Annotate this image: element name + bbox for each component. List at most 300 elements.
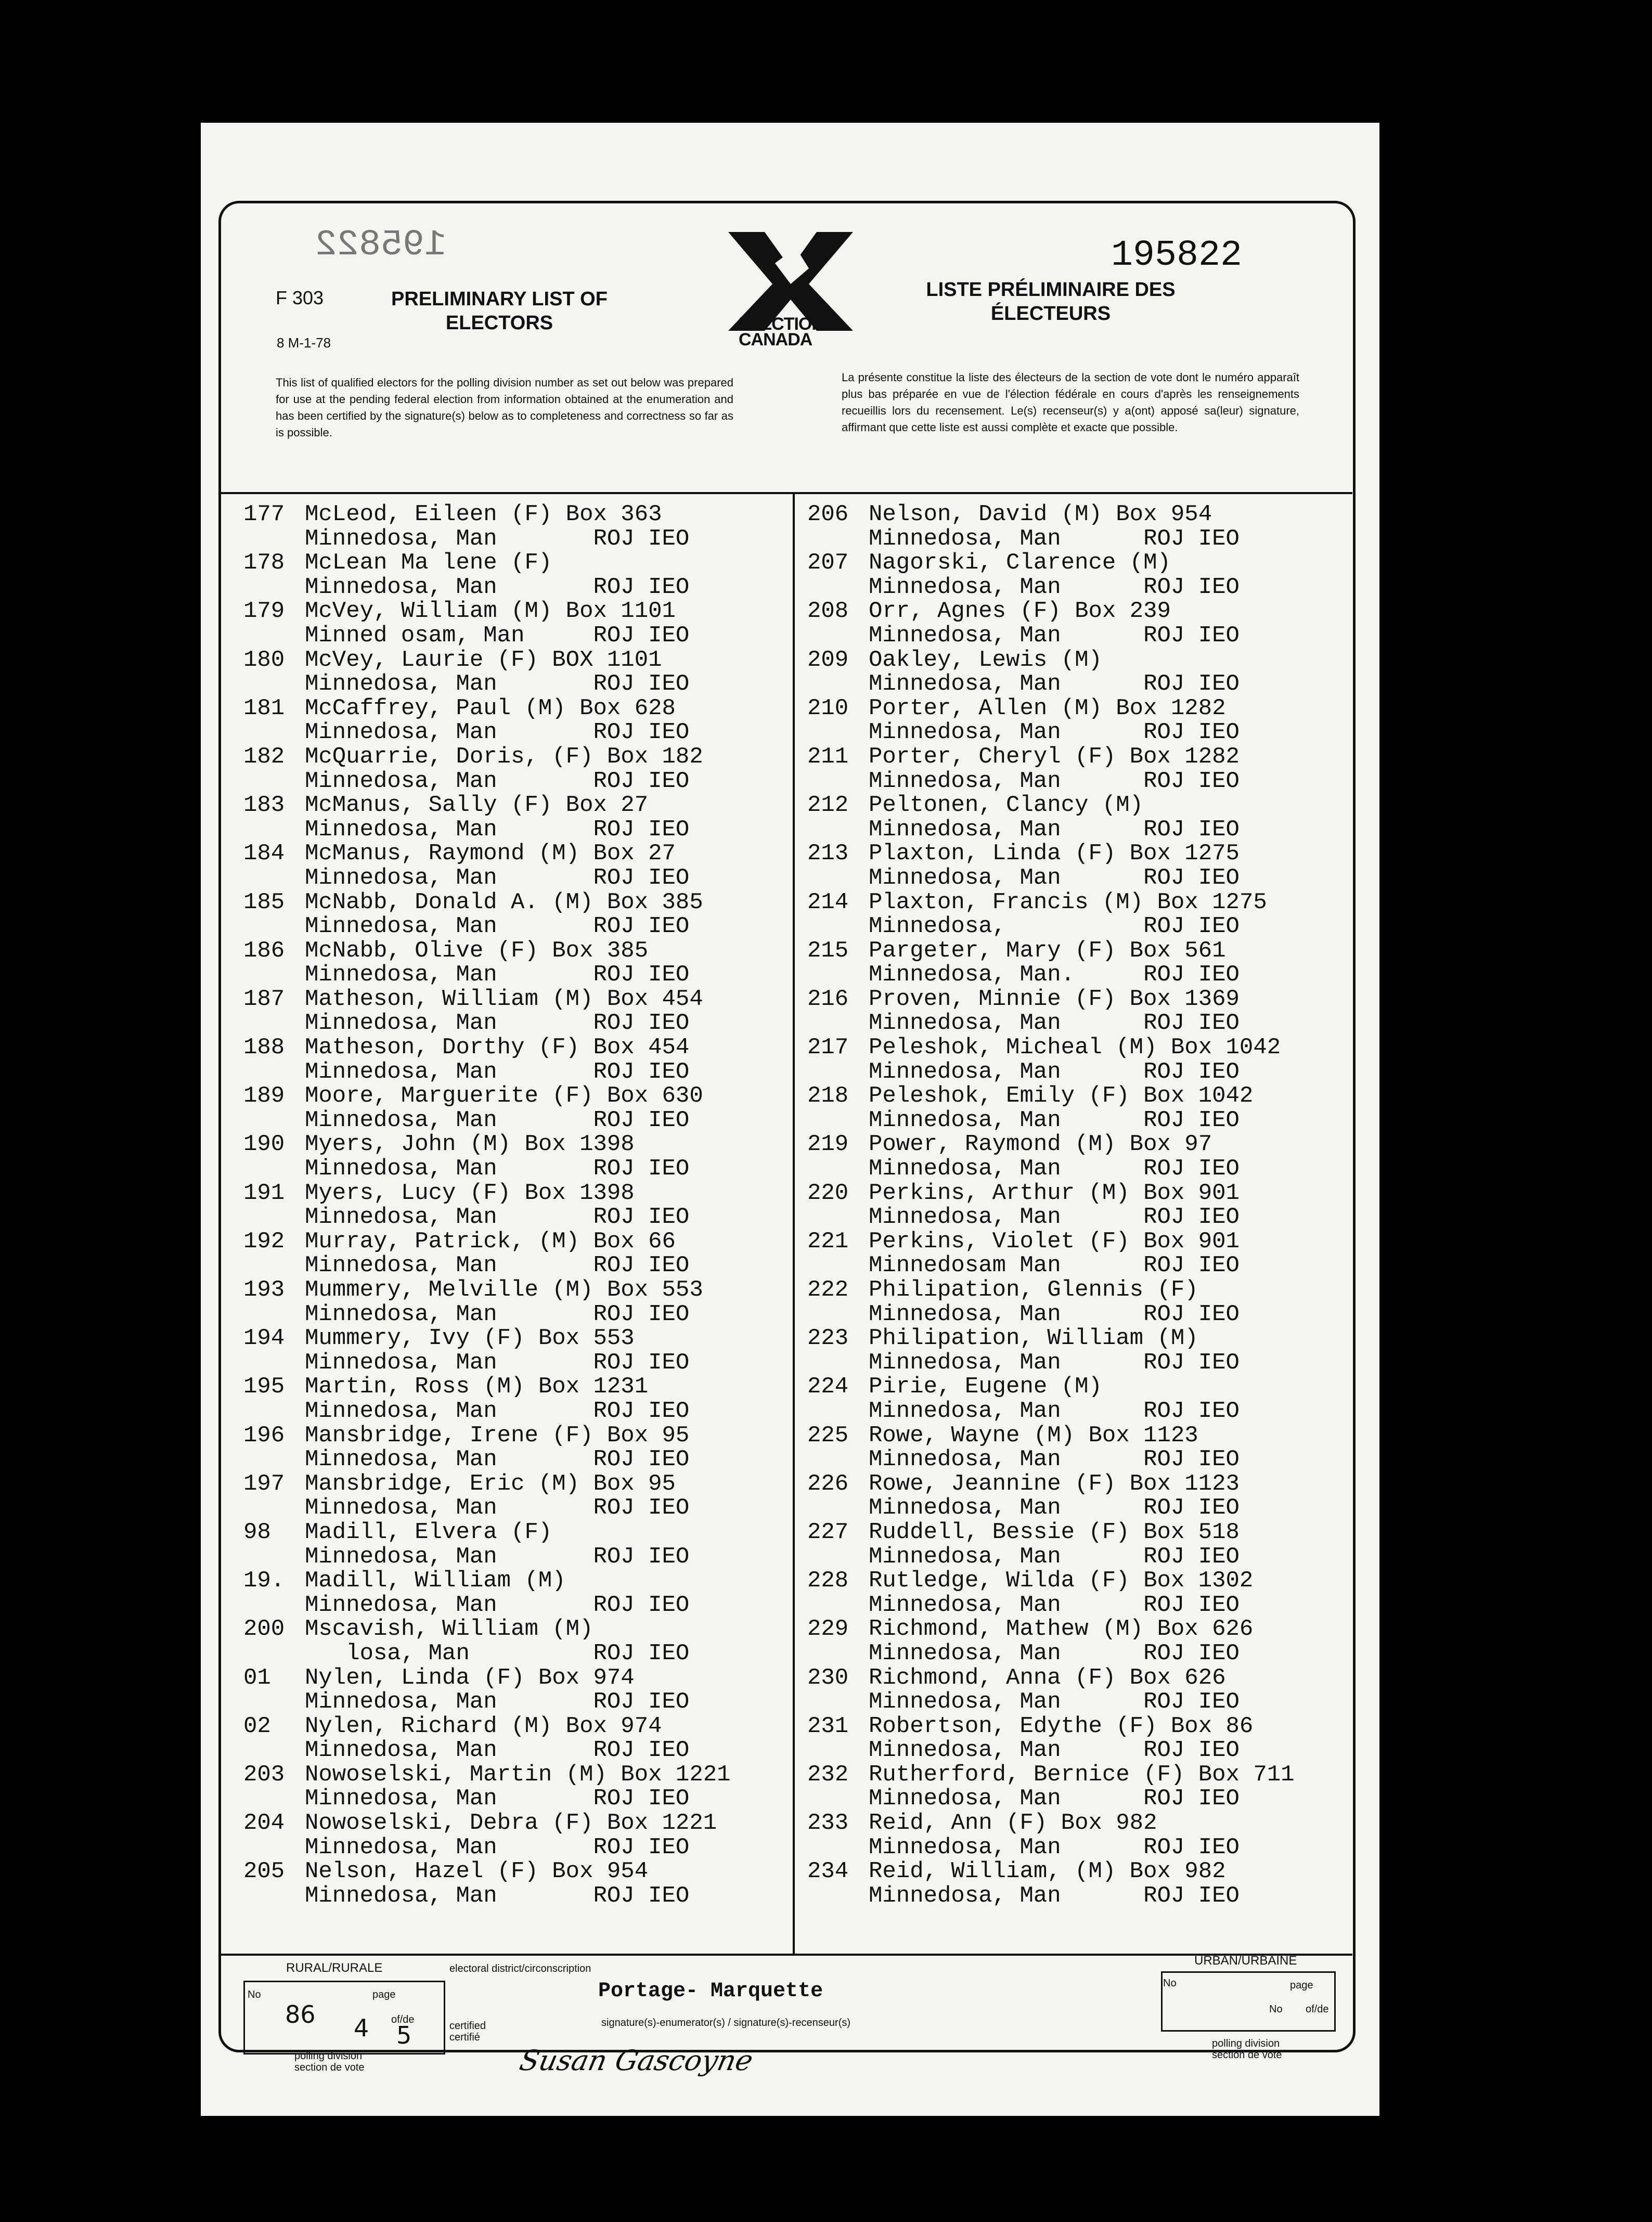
- elector-line-name: [243, 1859, 731, 1884]
- elector-number: 230: [807, 1664, 849, 1691]
- elector-line-name: [807, 1326, 1295, 1351]
- elector-address: Minnedosa, Man ROJ IEO: [869, 1107, 1240, 1133]
- elector-line-name: [807, 1230, 1295, 1254]
- elector-number: 01: [243, 1664, 271, 1691]
- elector-name: McNabb, Olive (F) Box 385: [305, 937, 649, 964]
- elector-name: Matheson, William (M) Box 454: [305, 986, 703, 1012]
- elector-entry: [807, 1472, 1295, 1520]
- elector-entry: [807, 745, 1295, 793]
- elector-entry: [807, 1811, 1295, 1859]
- elector-number: 228: [807, 1568, 849, 1594]
- elector-number: 225: [807, 1422, 849, 1449]
- elector-address: Minnedosa, Man. ROJ IEO: [869, 962, 1240, 988]
- certified-label: certified certifié: [449, 2020, 486, 2043]
- elector-number: 216: [807, 986, 849, 1012]
- elector-entry: [243, 1424, 731, 1472]
- rural-number: 86: [285, 2000, 316, 2029]
- elector-entry: [243, 1811, 731, 1859]
- elector-entry: [243, 648, 731, 696]
- elector-entry: [807, 1230, 1295, 1278]
- elector-entry: [807, 1278, 1295, 1326]
- elections-canada-logo: [718, 227, 863, 352]
- elector-name: Perkins, Violet (F) Box 901: [869, 1228, 1240, 1255]
- elector-line-name: [807, 793, 1295, 818]
- elector-address: Minnedosa, Man ROJ IEO: [305, 1398, 690, 1424]
- elector-name: Richmond, Anna (F) Box 626: [869, 1664, 1226, 1691]
- elector-address: Minnedosa, Man ROJ IEO: [869, 574, 1240, 600]
- elector-line-name: [243, 890, 731, 915]
- elector-entry: [807, 1181, 1295, 1230]
- elector-entry: [243, 1181, 731, 1230]
- elector-entry: [807, 1714, 1295, 1763]
- elector-number: 214: [807, 889, 849, 915]
- elector-address: Minnedosa, Man ROJ IEO: [305, 1156, 690, 1182]
- form-number: F 303: [276, 287, 324, 308]
- elector-name: Philipation, William (M): [869, 1325, 1198, 1352]
- elector-line-name: [807, 939, 1295, 963]
- enumerator-label: signature(s)-enumerator(s) / signature(s)-recenseur(s): [601, 2017, 851, 2029]
- elector-entry: [807, 551, 1295, 599]
- elector-line-name: [807, 1036, 1295, 1060]
- elector-line-name: [243, 599, 731, 624]
- elector-line-name: [807, 1763, 1295, 1787]
- elector-entry: [807, 1763, 1295, 1811]
- urban-label: URBAN/URBAINE: [1194, 1954, 1297, 1968]
- elector-address: Minnedosa, Man ROJ IEO: [305, 913, 690, 940]
- elector-name: Peleshok, Micheal (M) Box 1042: [869, 1035, 1281, 1061]
- elector-line-name: [807, 1569, 1295, 1593]
- elector-line-name: [243, 745, 731, 769]
- elector-name: Rutherford, Bernice (F) Box 711: [869, 1761, 1295, 1788]
- elector-entry: [807, 1666, 1295, 1714]
- elector-entry: [243, 1084, 731, 1132]
- elector-number: 234: [807, 1858, 849, 1885]
- elector-name: McLeod, Eileen (F) Box 363: [305, 501, 662, 527]
- elector-number: 186: [243, 937, 285, 964]
- elector-entry: [807, 648, 1295, 696]
- elector-address: Minnedosa, Man ROJ IEO: [305, 962, 690, 988]
- logo-line2: CANADA: [739, 330, 812, 350]
- elector-line-name: [243, 648, 731, 673]
- elector-entry: [243, 1326, 731, 1375]
- elector-name: Plaxton, Linda (F) Box 1275: [869, 841, 1240, 867]
- elector-entry: [807, 1084, 1295, 1132]
- elector-entry: [243, 1472, 731, 1520]
- elector-address: Minnedosa, Man ROJ IEO: [305, 1301, 690, 1327]
- elector-number: 98: [243, 1519, 271, 1545]
- title-en-line2: ELECTORS: [445, 312, 553, 334]
- elector-number: 208: [807, 598, 849, 625]
- form-date: 8 M-1-78: [277, 335, 331, 351]
- elector-line-name: [807, 551, 1295, 575]
- elector-entry: [243, 502, 731, 551]
- elector-name: Peleshok, Emily (F) Box 1042: [869, 1083, 1254, 1109]
- elector-name: Mansbridge, Eric (M) Box 95: [305, 1470, 676, 1497]
- elector-entry: [243, 842, 731, 890]
- elector-line-name: [243, 939, 731, 963]
- elector-address: losa, Man ROJ IEO: [305, 1640, 690, 1666]
- elector-number: 232: [807, 1761, 849, 1788]
- elector-line-name: [243, 1617, 731, 1642]
- elector-line-name: [243, 502, 731, 527]
- elector-line-name: [807, 987, 1295, 1012]
- elector-name: Moore, Marguerite (F) Box 630: [305, 1083, 703, 1109]
- elector-name: Proven, Minnie (F) Box 1369: [869, 986, 1240, 1012]
- elector-name: Pargeter, Mary (F) Box 561: [869, 937, 1226, 964]
- ghost-serial-number: 195822: [315, 225, 447, 266]
- elector-entry: [807, 696, 1295, 745]
- page-label: page: [372, 1989, 396, 2000]
- elector-address: Minnedosa, Man ROJ IEO: [305, 1786, 690, 1812]
- elector-line-name: [243, 1520, 731, 1545]
- elector-number: 196: [243, 1422, 285, 1449]
- elector-name: Madill, Elvera (F): [305, 1519, 552, 1545]
- elector-number: 206: [807, 501, 849, 527]
- elector-number: 213: [807, 841, 849, 867]
- elector-number: 209: [807, 647, 849, 673]
- urban-page-label: page: [1290, 1980, 1313, 1991]
- elector-line-name: [807, 1811, 1295, 1836]
- elector-entry: [807, 1520, 1295, 1569]
- elector-name: McNabb, Donald A. (M) Box 385: [305, 889, 703, 915]
- elector-line-name: [243, 1036, 731, 1060]
- elector-entry: [243, 1859, 731, 1908]
- elector-line-name: [243, 1326, 731, 1351]
- elector-entry: [807, 599, 1295, 648]
- elector-entry: [243, 1763, 731, 1811]
- elector-entry: [807, 939, 1295, 987]
- elector-entry: [243, 1278, 731, 1326]
- elector-name: Mummery, Melville (M) Box 553: [305, 1277, 703, 1303]
- elector-number: 182: [243, 743, 285, 770]
- elector-entry: [243, 1714, 731, 1763]
- elector-name: McManus, Raymond (M) Box 27: [305, 841, 676, 867]
- elector-line-name: [807, 1520, 1295, 1545]
- elector-name: Nagorski, Clarence (M): [869, 550, 1171, 576]
- elector-address: Minnedosa, Man ROJ IEO: [869, 1592, 1240, 1618]
- elector-address: Minnedosa, Man ROJ IEO: [305, 816, 690, 843]
- elector-address: Minnedosa, Man ROJ IEO: [305, 719, 690, 746]
- elector-line-name: [243, 696, 731, 721]
- elector-address: Minnedosa, Man ROJ IEO: [869, 1689, 1240, 1715]
- elector-name: Power, Raymond (M) Box 97: [869, 1131, 1212, 1158]
- elector-number: 189: [243, 1083, 285, 1109]
- elector-number: 194: [243, 1325, 285, 1352]
- elector-number: 221: [807, 1228, 849, 1255]
- elector-address: Minnedosa, Man ROJ IEO: [305, 1107, 690, 1133]
- urban-no-label: No: [1163, 1978, 1177, 1989]
- elector-number: 19.: [243, 1568, 285, 1594]
- page-of-number: 5: [396, 2021, 412, 2049]
- elector-number: 197: [243, 1470, 285, 1497]
- elector-name: McLean Ma lene (F): [305, 550, 552, 576]
- header-divider: [221, 492, 1352, 494]
- elector-address: Minnedosam Man ROJ IEO: [869, 1252, 1240, 1279]
- intro-text-french: La présente constitue la liste des électeurs de la section de vote dont le numéro apparaît plus bas préparée en vue de l'élection fédérale en cours d'après les renseignements recueillis lors du recensement. Le(s) recenseur(s) y a(ont) apposé sa(leur) signature, affirmant que cette liste est aussi complète et exacte que possible.: [842, 371, 1299, 434]
- elector-address: Minnedosa, Man ROJ IEO: [869, 671, 1240, 697]
- elector-number: 203: [243, 1761, 285, 1788]
- elector-line-name: [243, 1278, 731, 1302]
- elector-line-name: [807, 1181, 1295, 1206]
- elector-number: 02: [243, 1713, 271, 1739]
- elector-address: Minnedosa, Man ROJ IEO: [305, 1834, 690, 1861]
- elector-number: 200: [243, 1616, 285, 1643]
- elector-address: Minnedosa, Man ROJ IEO: [869, 1543, 1240, 1570]
- elector-address: Minnedosa, Man ROJ IEO: [305, 1058, 690, 1085]
- elector-entry: [243, 1132, 731, 1181]
- elector-entry: [807, 1569, 1295, 1617]
- elector-entry: [807, 1859, 1295, 1908]
- elector-line-name: [807, 648, 1295, 673]
- elector-address: Minnedosa, Man ROJ IEO: [305, 1349, 690, 1376]
- elector-number: 215: [807, 937, 849, 964]
- elector-entry: [243, 793, 731, 842]
- elector-line-name: [807, 599, 1295, 624]
- elector-name: Rutledge, Wilda (F) Box 1302: [869, 1568, 1254, 1594]
- elector-number: 183: [243, 792, 285, 819]
- elector-name: Richmond, Mathew (M) Box 626: [869, 1616, 1254, 1643]
- elector-number: 184: [243, 841, 285, 867]
- rural-no-label: No: [248, 1989, 261, 2000]
- elector-entry: [243, 696, 731, 745]
- elector-line-name: [807, 842, 1295, 866]
- polling-division-label-left: polling division section de vote: [294, 2050, 365, 2073]
- elector-name: McManus, Sally (F) Box 27: [305, 792, 649, 819]
- elector-number: 178: [243, 550, 285, 576]
- elector-name: Philipation, Glennis (F): [869, 1277, 1198, 1303]
- elector-number: 179: [243, 598, 285, 625]
- elector-entry: [807, 842, 1295, 890]
- elector-number: 195: [243, 1374, 285, 1400]
- elector-number: 211: [807, 743, 849, 770]
- polling-division-label-right: polling division section de vote: [1212, 2038, 1282, 2061]
- title-fr-line1: LISTE PRÉLIMINAIRE DES: [926, 279, 1176, 301]
- elector-address: Minnedosa, Man ROJ IEO: [869, 719, 1240, 746]
- elector-entry: [807, 502, 1295, 551]
- elector-name: Peltonen, Clancy (M): [869, 792, 1144, 819]
- elector-address: Minnedosa, Man ROJ IEO: [869, 1834, 1240, 1861]
- elector-line-name: [243, 987, 731, 1012]
- elector-address: Minnedosa, Man ROJ IEO: [869, 1058, 1240, 1085]
- elector-address: Minnedosa, Man ROJ IEO: [869, 1204, 1240, 1231]
- elector-name: Nowoselski, Martin (M) Box 1221: [305, 1761, 731, 1788]
- elector-line-name: [243, 1132, 731, 1157]
- elector-line-name: [243, 793, 731, 818]
- elector-name: McQuarrie, Doris, (F) Box 182: [305, 743, 703, 770]
- elector-line-name: [807, 890, 1295, 915]
- page-number: 4: [354, 2014, 369, 2042]
- elector-name: Mscavish, William (M): [305, 1616, 593, 1643]
- elector-entry: [243, 1666, 731, 1714]
- elector-address: Minnedosa, Man ROJ IEO: [869, 816, 1240, 843]
- elector-line-name: [807, 1132, 1295, 1157]
- elector-line-name: [807, 1666, 1295, 1690]
- elector-address: Minnedosa, Man ROJ IEO: [305, 1592, 690, 1618]
- elector-name: Oakley, Lewis (M): [869, 647, 1102, 673]
- rural-label: RURAL/RURALE: [286, 1961, 383, 1975]
- elector-address: Minnedosa, ROJ IEO: [869, 913, 1240, 940]
- elector-address: Minnedosa, Man ROJ IEO: [869, 1495, 1240, 1521]
- elector-entry: [243, 1617, 731, 1665]
- elector-address: Minnedosa, Man ROJ IEO: [869, 1882, 1240, 1909]
- elector-address: Minnedosa, Man ROJ IEO: [305, 864, 690, 891]
- rural-number-box: [243, 1981, 445, 2055]
- elector-number: 224: [807, 1374, 849, 1400]
- elector-line-name: [807, 1617, 1295, 1642]
- elector-line-name: [243, 1714, 731, 1739]
- title-english: [375, 287, 624, 335]
- elector-list-left: [243, 502, 731, 1908]
- elector-entry: [243, 987, 731, 1036]
- elector-number: 180: [243, 647, 285, 673]
- footer-divider: [221, 1954, 1352, 1956]
- elector-address: Minnedosa, Man ROJ IEO: [869, 622, 1240, 649]
- elector-address: Minnedosa, Man ROJ IEO: [869, 1156, 1240, 1182]
- elector-line-name: [243, 1424, 731, 1448]
- elector-address: Minnedosa, Man ROJ IEO: [305, 1689, 690, 1715]
- elector-line-name: [243, 1375, 731, 1399]
- elector-entry: [807, 1326, 1295, 1375]
- elector-line-name: [807, 1714, 1295, 1739]
- elector-address: Minnedosa, Man ROJ IEO: [869, 1446, 1240, 1473]
- elector-entry: [807, 1617, 1295, 1665]
- elector-number: 222: [807, 1277, 849, 1303]
- elector-name: Pirie, Eugene (M): [869, 1374, 1102, 1400]
- elector-address: Minnedosa, Man ROJ IEO: [869, 1301, 1240, 1327]
- elector-address: Minnedosa, Man ROJ IEO: [305, 1495, 690, 1521]
- elector-line-name: [243, 1230, 731, 1254]
- elector-line-name: [807, 1424, 1295, 1448]
- elector-number: 207: [807, 550, 849, 576]
- elector-number: 181: [243, 695, 285, 721]
- elector-number: 204: [243, 1810, 285, 1837]
- elector-address: Minnedosa, Man ROJ IEO: [305, 1882, 690, 1909]
- title-french: [915, 278, 1186, 326]
- elector-address: Minnedosa, Man ROJ IEO: [869, 1737, 1240, 1764]
- serial-number: 195822: [1111, 235, 1243, 276]
- intro-text-english: This list of qualified electors for the polling division number as set out below was prepared for use at the pending federal election from information obtained at the enumeration and has been certified by the signature(s) below as to completeness and correctness so far as is possible.: [276, 376, 733, 439]
- elector-name: Myers, John (M) Box 1398: [305, 1131, 635, 1158]
- elector-number: 217: [807, 1035, 849, 1061]
- elector-address: Minned osam, Man ROJ IEO: [305, 622, 690, 649]
- elector-number: 233: [807, 1810, 849, 1837]
- elector-entry: [243, 890, 731, 939]
- elector-name: Martin, Ross (M) Box 1231: [305, 1374, 649, 1400]
- urban-of-label: of/de: [1306, 2004, 1329, 2015]
- elector-name: Nylen, Linda (F) Box 974: [305, 1664, 635, 1691]
- elector-name: Mansbridge, Irene (F) Box 95: [305, 1422, 690, 1449]
- elector-name: Murray, Patrick, (M) Box 66: [305, 1228, 676, 1255]
- elector-address: Minnedosa, Man ROJ IEO: [305, 1010, 690, 1037]
- elector-name: Ruddell, Bessie (F) Box 518: [869, 1519, 1240, 1545]
- elector-line-name: [243, 1181, 731, 1206]
- elector-line-name: [243, 1666, 731, 1690]
- elector-name: Matheson, Dorthy (F) Box 454: [305, 1035, 690, 1061]
- elector-name: Rowe, Jeannine (F) Box 1123: [869, 1470, 1240, 1497]
- elector-address: Minnedosa, Man ROJ IEO: [869, 1786, 1240, 1812]
- elector-name: Plaxton, Francis (M) Box 1275: [869, 889, 1267, 915]
- elector-entry: [807, 1375, 1295, 1423]
- elector-entry: [807, 1424, 1295, 1472]
- elector-number: 190: [243, 1131, 285, 1158]
- elector-number: 210: [807, 695, 849, 721]
- district-value: Portage- Marquette: [598, 1980, 823, 2003]
- elector-line-name: [807, 1278, 1295, 1302]
- elector-name: Orr, Agnes (F) Box 239: [869, 598, 1171, 625]
- logo-line1: ELECTIONS: [739, 314, 835, 334]
- elector-number: 188: [243, 1035, 285, 1061]
- elector-entry: [807, 890, 1295, 939]
- elector-entry: [807, 793, 1295, 842]
- of-label: of/de: [391, 2014, 415, 2025]
- elector-line-name: [243, 1472, 731, 1496]
- elector-line-name: [243, 1811, 731, 1836]
- elector-address: Minnedosa, Man ROJ IEO: [869, 1349, 1240, 1376]
- elector-entry: [243, 1520, 731, 1569]
- elector-name: Perkins, Arthur (M) Box 901: [869, 1180, 1240, 1206]
- elector-number: 219: [807, 1131, 849, 1158]
- elector-name: Myers, Lucy (F) Box 1398: [305, 1180, 635, 1206]
- elector-entry: [243, 745, 731, 793]
- elector-number: 218: [807, 1083, 849, 1109]
- elector-name: Porter, Cheryl (F) Box 1282: [869, 743, 1240, 770]
- elector-line-name: [243, 1569, 731, 1593]
- elector-name: Madill, William (M): [305, 1568, 566, 1594]
- elector-entry: [807, 987, 1295, 1036]
- elector-name: Porter, Allen (M) Box 1282: [869, 695, 1226, 721]
- title-en-line1: PRELIMINARY LIST OF: [391, 288, 608, 310]
- elector-line-name: [807, 696, 1295, 721]
- elector-entry: [807, 1036, 1295, 1084]
- elector-entry: [807, 1132, 1295, 1181]
- elector-line-name: [807, 1084, 1295, 1108]
- district-label: electoral district/circonscription: [449, 1963, 591, 1974]
- elector-address: Minnedosa, Man ROJ IEO: [305, 671, 690, 697]
- enumerator-signature: Susan Gascoyne: [517, 2044, 756, 2077]
- elector-entry: [243, 599, 731, 648]
- elector-entry: [243, 1036, 731, 1084]
- elector-address: Minnedosa, Man ROJ IEO: [305, 768, 690, 794]
- elector-line-name: [243, 551, 731, 575]
- elector-number: 229: [807, 1616, 849, 1643]
- elector-number: 187: [243, 986, 285, 1012]
- elector-line-name: [243, 1763, 731, 1787]
- elector-line-name: [807, 1859, 1295, 1884]
- elector-address: Minnedosa, Man ROJ IEO: [305, 1737, 690, 1764]
- logo-text: [739, 314, 835, 350]
- elector-entry: [243, 551, 731, 599]
- elector-number: 191: [243, 1180, 285, 1206]
- elector-entry: [243, 1230, 731, 1278]
- elector-number: 192: [243, 1228, 285, 1255]
- elector-address: Minnedosa, Man ROJ IEO: [869, 1398, 1240, 1424]
- elector-address: Minnedosa, Man ROJ IEO: [305, 525, 690, 552]
- elector-entry: [243, 1375, 731, 1423]
- elector-number: 212: [807, 792, 849, 819]
- elector-name: Mummery, Ivy (F) Box 553: [305, 1325, 635, 1352]
- elector-number: 205: [243, 1858, 285, 1885]
- elector-name: Nelson, David (M) Box 954: [869, 501, 1212, 527]
- elector-name: Robertson, Edythe (F) Box 86: [869, 1713, 1254, 1739]
- elector-number: 185: [243, 889, 285, 915]
- elector-list-right: [807, 502, 1295, 1908]
- elector-address: Minnedosa, Man ROJ IEO: [305, 574, 690, 600]
- elector-line-name: [807, 502, 1295, 527]
- elector-number: 177: [243, 501, 285, 527]
- column-divider: [793, 493, 795, 1955]
- elector-address: Minnedosa, Man ROJ IEO: [869, 1640, 1240, 1666]
- elector-entry: [243, 1569, 731, 1617]
